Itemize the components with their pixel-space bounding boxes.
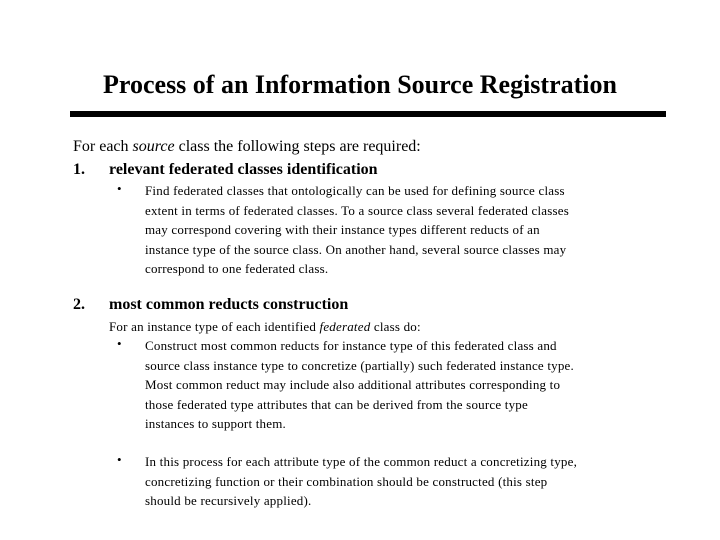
step2-bullet1-line: Most common reduct may include also additional attributes corresponding to: [145, 377, 561, 392]
step2-bullet2-line: should be recursively applied).: [145, 493, 312, 508]
intro-line: [73, 138, 421, 156]
step1-text-line: extent in terms of federated classes. To a source class several federated classes: [145, 202, 570, 218]
step1-text-line: instance type of the source class. On another hand, several source classes may: [145, 241, 567, 257]
step1-bullet-text: [145, 181, 569, 279]
step1-bullet-icon: •: [117, 181, 122, 196]
step2-bullet1-line: those federated type attributes that can be derived from the source type: [145, 396, 528, 412]
intro-suffix: class the following steps are required:: [174, 138, 421, 155]
title-divider-rule: [70, 111, 666, 117]
step2-bullet2-line: In this process for each attribute type of the common reduct a concretizing type,: [145, 454, 578, 469]
step2-bullet1-text: [145, 336, 574, 434]
step2-lead-line: [109, 317, 421, 337]
step1-text-line: correspond to one federated class.: [145, 261, 329, 276]
step2-bullet2-icon: •: [117, 452, 122, 467]
step2-lead-italic: federated: [319, 319, 371, 334]
intro-prefix: For each: [73, 138, 133, 155]
slide-title: Process of an Information Source Registration: [103, 70, 617, 99]
step2-lead-prefix: For an instance type of each identified: [109, 319, 320, 334]
step2-lead-suffix: class do:: [370, 319, 421, 334]
step1-number: 1.: [73, 161, 85, 178]
step2-bullet1-line: instances to support them.: [145, 416, 286, 431]
step2-bullet1-icon: •: [117, 336, 122, 351]
step1-heading: relevant federated classes identification: [109, 161, 378, 178]
step2-bullet2-text: [145, 452, 577, 511]
step2-bullet1-line: source class instance type to concretize (partially) such federated instance type.: [145, 357, 574, 373]
step2-bullet2-line: concretizing function or their combination should be constructed (this step: [145, 473, 548, 489]
step1-text-line: may correspond covering with their instance types different reducts of an: [145, 222, 540, 237]
step2-heading: most common reducts construction: [109, 296, 349, 313]
step2-bullet1-line: Construct most common reducts for instance type of this federated class and: [145, 338, 557, 353]
step2-number: 2.: [73, 296, 85, 313]
intro-source-word: source: [132, 138, 175, 155]
step1-text-line: Find federated classes that ontologically can be used for defining source class: [145, 183, 565, 198]
